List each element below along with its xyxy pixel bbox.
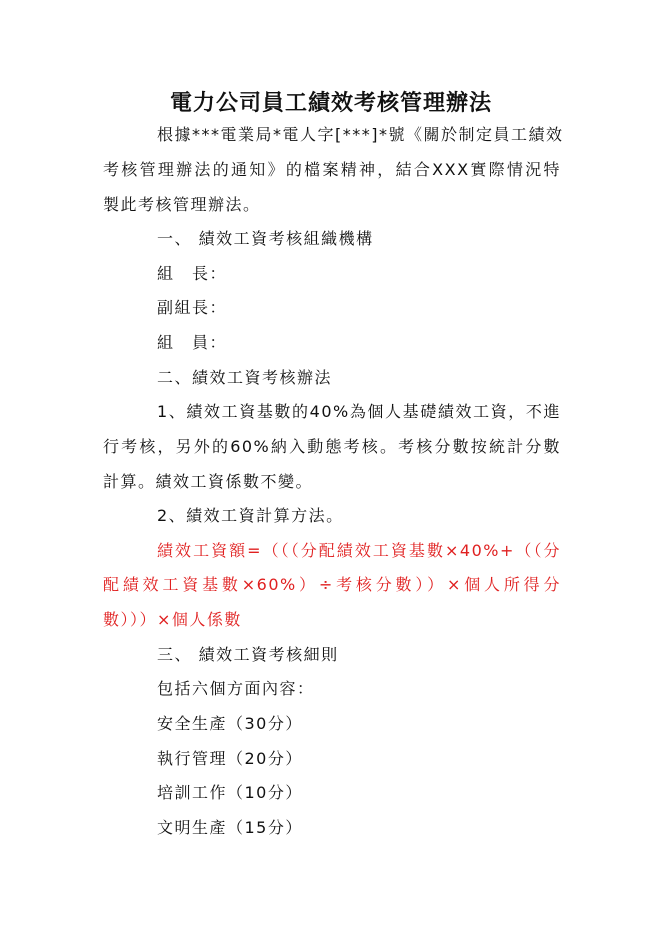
item-1-line-1: 1、績效工資基數的40%為個人基礎績效工資，不進 [157, 402, 561, 421]
document-title: 電力公司員工績效考核管理辦法 [169, 90, 492, 116]
section-1-heading: 一、 績效工資考核組織機構 [157, 229, 374, 248]
section-3-intro: 包括六個方面內容： [157, 679, 315, 698]
member-label: 組 員： [157, 333, 228, 352]
formula-line-3: 數）））×個人係數 [103, 610, 242, 629]
item-1-line-3: 計算。績效工資係數不變。 [103, 472, 314, 491]
item-2-heading: 2、績效工資計算方法。 [157, 506, 344, 525]
vice-leader-label: 副組長： [157, 298, 228, 317]
section-2-heading: 二、績效工資考核辦法 [157, 368, 333, 387]
criteria-item: 文明生產（15分） [157, 818, 303, 837]
intro-line-3: 製此考核管理辦法。 [103, 195, 261, 214]
criteria-item: 安全生產（30分） [157, 714, 303, 733]
criteria-item: 培訓工作（10分） [157, 783, 303, 802]
formula-line-1: 績效工資額=（（（分配績效工資基數×40%+（（分 [157, 541, 561, 560]
intro-line-1: 根據***電業局*電人字[***]*號《關於制定員工績效 [157, 125, 564, 144]
leader-label: 組 長： [157, 264, 228, 283]
criteria-item: 執行管理（20分） [157, 749, 303, 768]
section-3-heading: 三、 績效工資考核細則 [157, 645, 339, 664]
formula-line-2: 配績效工資基數×60%）÷考核分數））×個人所得分 [103, 575, 561, 594]
intro-line-2: 考核管理辦法的通知》的檔案精神，結合XXX實際情況特 [103, 160, 561, 179]
item-1-line-2: 行考核，另外的60%納入動態考核。考核分數按統計分數 [103, 437, 561, 456]
